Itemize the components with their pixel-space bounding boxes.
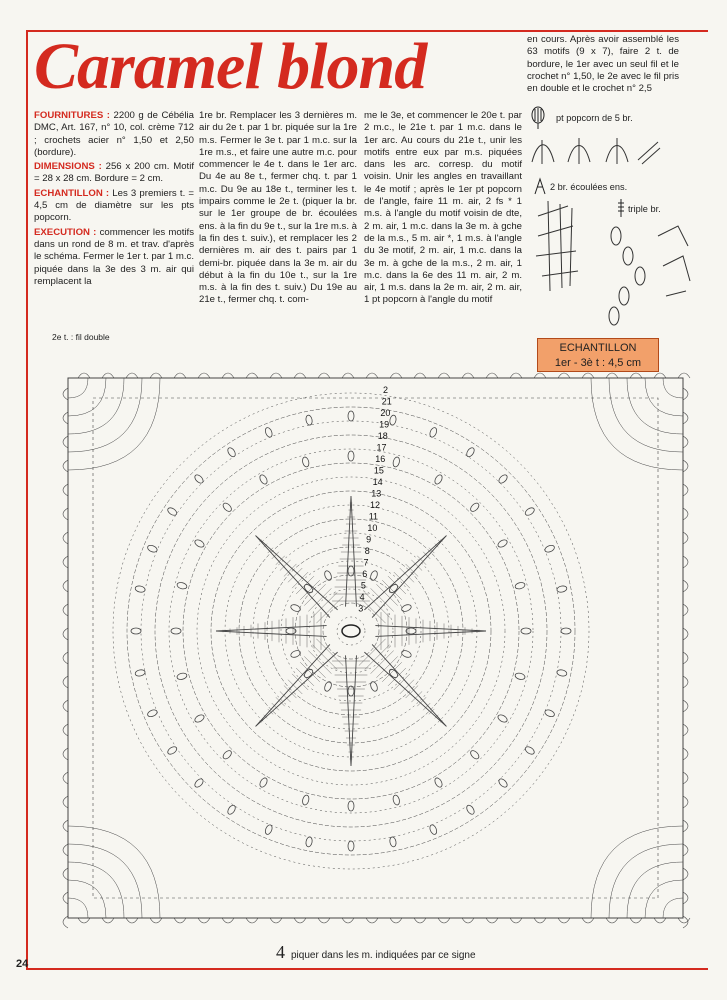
edge-picot: [63, 580, 68, 592]
popcorn-stitch: [497, 473, 508, 484]
edge-picot: [683, 484, 688, 496]
row-number: 10: [367, 523, 378, 533]
popcorn-stitch: [323, 570, 332, 582]
chart-bottom-note-text: piquer dans les m. indiquées par ce signe: [291, 950, 476, 961]
popcorn-stitch: [147, 544, 159, 553]
edge-picot: [246, 918, 258, 923]
popcorn-stitch: [222, 749, 233, 760]
dimensions-text: 256 x 200 cm. Motif = 28 x 28 cm. Bordure = 2 cm.: [34, 161, 194, 185]
popcorn-stitch: [389, 836, 397, 847]
edge-picot: [414, 918, 426, 923]
popcorn-stitch: [465, 446, 476, 458]
corner-chain-arc: [68, 862, 124, 918]
petal-stitch: [359, 639, 386, 666]
popcorn-stitch: [429, 824, 438, 836]
edge-picot: [683, 532, 688, 544]
popcorn-stitch: [286, 628, 296, 634]
round-ring: [225, 505, 477, 757]
edge-picot: [63, 700, 68, 712]
edge-picot: [63, 748, 68, 760]
row-number: 16: [375, 454, 386, 464]
dimensions-label: DIMENSIONS :: [34, 161, 102, 173]
edge-picot: [366, 373, 378, 378]
row-number: 21: [381, 396, 392, 407]
popcorn-stitch: [135, 585, 146, 593]
edge-picot: [683, 652, 688, 664]
popcorn-stitch: [561, 628, 571, 634]
corner-chain-arc: [663, 378, 683, 398]
popcorn-stitch: [524, 506, 536, 517]
stitch-diagram-icon: [528, 134, 663, 168]
edge-picot: [606, 373, 618, 378]
edge-picot: [63, 916, 68, 928]
edge-picot: [683, 436, 688, 448]
legend-triple: triple br.: [628, 204, 661, 214]
popcorn-stitch: [465, 804, 476, 816]
petal-stitch: [304, 656, 325, 677]
round-ring: [323, 603, 379, 659]
corner-chain-arc: [68, 898, 88, 918]
row-number: 20: [380, 408, 391, 418]
corner-chain-arc: [645, 880, 683, 918]
petal-stitch: [376, 584, 397, 605]
petal-stitch: [312, 645, 337, 670]
petal-stitch: [304, 584, 325, 605]
petal-stitch: [308, 651, 331, 674]
corner-chain-arc: [68, 378, 88, 398]
popcorn-stitch: [433, 474, 443, 486]
edge-picot: [63, 820, 68, 832]
edge-picot: [683, 460, 688, 472]
petal-stitch: [316, 639, 343, 666]
page-title: Caramel blond: [34, 30, 427, 103]
edge-picot: [63, 412, 68, 424]
popcorn-stitch: [429, 427, 438, 439]
popcorn-stitch: [323, 681, 332, 693]
popcorn-stitch: [348, 566, 354, 576]
round-ring: [253, 533, 449, 729]
popcorn-stitch: [258, 777, 268, 789]
edge-picot: [222, 373, 234, 378]
popcorn-stitch: [166, 506, 178, 517]
edge-picot: [78, 373, 90, 378]
edge-picot: [63, 604, 68, 616]
petal-stitch: [316, 596, 343, 623]
popcorn-stitch: [369, 570, 378, 582]
row-number: 4: [359, 592, 365, 602]
popcorn-stitch: [348, 841, 354, 851]
petal-stitch: [394, 674, 410, 690]
edge-picot: [63, 508, 68, 520]
edge-picot: [342, 373, 354, 378]
row-number: 19: [379, 419, 390, 430]
edge-picot: [63, 868, 68, 880]
edge-picot: [318, 373, 330, 378]
corner-chain-arc: [68, 378, 124, 434]
round-ring: [295, 575, 407, 687]
edge-picot: [63, 844, 68, 856]
petal-stitch: [284, 686, 296, 698]
edge-picot: [222, 918, 234, 923]
edge-picot: [63, 628, 68, 640]
popcorn-stitch: [497, 713, 509, 723]
edge-picot: [683, 748, 688, 760]
popcorn-stitch: [226, 446, 237, 458]
edge-picot: [683, 580, 688, 592]
page-number: 24: [16, 958, 29, 970]
popcorn-stitch: [303, 583, 314, 594]
popcorn-stitch: [302, 456, 310, 467]
round-ring: [127, 407, 575, 855]
edge-picot: [63, 724, 68, 736]
popcorn-symbol-icon: [530, 106, 546, 130]
popcorn-stitch: [348, 411, 354, 421]
popcorn-stitch: [348, 686, 354, 696]
row-number: 5: [360, 580, 366, 591]
popcorn-stitch: [135, 669, 146, 677]
round-ring: [281, 561, 421, 701]
edge-picot: [63, 772, 68, 784]
round-ring: [267, 547, 435, 715]
edge-picot: [683, 724, 688, 736]
edge-picot: [683, 844, 688, 856]
edge-picot: [654, 918, 666, 923]
petal-stitch: [394, 572, 410, 588]
petal-stitch: [292, 572, 308, 588]
popcorn-stitch: [514, 582, 525, 590]
corner-chain-arc: [68, 378, 106, 416]
popcorn-stitch: [305, 836, 313, 847]
petal-stitch: [312, 592, 337, 617]
popcorn-stitch: [401, 649, 413, 658]
popcorn-stitch: [222, 502, 233, 513]
chart-bottom-note: [276, 942, 476, 963]
corner-chain-arc: [591, 378, 683, 470]
popcorn-stitch: [193, 777, 204, 788]
popcorn-stitch: [194, 538, 206, 548]
row-number: 7: [363, 557, 369, 568]
edge-picot: [63, 892, 68, 904]
edge-picot: [390, 918, 402, 923]
popcorn-stitch: [348, 451, 354, 461]
edge-picot: [438, 918, 450, 923]
popcorn-stitch: [497, 777, 508, 788]
execution-text: commencer les motifs dans un rond de 8 m. et trav. d'après le schéma. Fermer le 1er t. par 1 m.c. piquée dans la 3e des 3 m. air qui remplacent la: [34, 226, 194, 287]
row-number: 18: [377, 431, 388, 441]
edge-picot: [150, 918, 162, 923]
popcorn-stitch: [369, 681, 378, 693]
row-number: 17: [376, 442, 387, 453]
star-petal: [346, 655, 357, 766]
popcorn-stitch: [302, 794, 310, 805]
edge-picot: [683, 892, 688, 904]
corner-chain-arc: [627, 378, 683, 434]
edge-picot: [683, 796, 688, 808]
center-ring: [342, 625, 360, 637]
popcorn-stitch: [544, 709, 556, 718]
edge-picot: [683, 700, 688, 712]
popcorn-stitch: [303, 668, 314, 679]
edge-picot: [683, 604, 688, 616]
edge-picot: [582, 373, 594, 378]
popcorn-stitch: [556, 585, 567, 593]
popcorn-stitch: [514, 672, 525, 680]
popcorn-stitch: [226, 804, 237, 816]
star-petal: [375, 626, 486, 637]
edge-picot: [510, 918, 522, 923]
edge-picot: [270, 918, 282, 923]
edge-picot: [558, 918, 570, 923]
edge-picot: [654, 373, 666, 378]
edge-picot: [63, 436, 68, 448]
edge-picot: [102, 918, 114, 923]
edge-picot: [198, 918, 210, 923]
corner-chain-arc: [591, 826, 683, 918]
corner-chain-arc: [68, 378, 160, 470]
edge-picot: [78, 918, 90, 923]
petal-stitch: [308, 588, 331, 611]
edge-picot: [63, 388, 68, 400]
popcorn-stitch: [290, 649, 302, 658]
popcorn-stitch: [258, 474, 268, 486]
row-number: 8: [364, 546, 370, 556]
edge-picot: [462, 373, 474, 378]
petal-stitch: [365, 592, 390, 617]
popcorn-stitch: [521, 628, 531, 634]
popcorn-stitch: [392, 794, 400, 805]
popcorn-stitch: [556, 669, 567, 677]
edge-picot: [390, 373, 402, 378]
edge-picot: [174, 918, 186, 923]
edge-picot: [630, 918, 642, 923]
edge-picot: [683, 628, 688, 640]
petal-stitch: [406, 686, 418, 698]
edge-picot: [63, 652, 68, 664]
petal-stitch: [292, 674, 308, 690]
petal-stitch: [371, 588, 394, 611]
popcorn-stitch: [388, 583, 399, 594]
edge-picot: [510, 373, 522, 378]
row-number: 2: [383, 385, 389, 395]
popcorn-stitch: [176, 672, 187, 680]
row-number: 13: [371, 488, 382, 499]
edge-picot: [683, 868, 688, 880]
edge-picot: [366, 918, 378, 923]
popcorn-stitch: [131, 628, 141, 634]
edge-picot: [63, 796, 68, 808]
star-petal: [346, 496, 357, 607]
round-ring: [239, 519, 463, 743]
popcorn-stitch: [469, 502, 480, 513]
round-ring: [197, 477, 505, 785]
row-number: 3: [358, 603, 364, 614]
edge-picot: [270, 373, 282, 378]
popcorn-stitch: [171, 628, 181, 634]
popcorn-stitch: [388, 668, 399, 679]
instructions-column-1: [34, 110, 194, 290]
petal-stitch: [382, 662, 402, 682]
edge-picot: [342, 918, 354, 923]
round-ring: [183, 463, 519, 799]
row-number: 9: [366, 534, 372, 545]
insertion-sign-icon: 4: [276, 942, 285, 962]
edge-picot: [198, 373, 210, 378]
instructions-column-4: en cours. Après avoir assemblé les 63 motifs (9 x 7), faire 2 t. de bordure, le 1er avec un seul fil et le crochet n° 1,50, le 2e avec le fil pris en double et le crochet n° 2,5: [527, 34, 679, 95]
edge-picot: [63, 484, 68, 496]
edge-picot: [683, 820, 688, 832]
corner-chain-arc: [68, 880, 106, 918]
petal-stitch: [300, 580, 320, 600]
fournitures-text: 2200 g de Cébélia DMC, Art. 167, n° 10, col. crème 712 ; crochets acier n° 1,50 et 2,50 (bordure).: [34, 110, 194, 158]
popcorn-stitch: [497, 538, 509, 548]
instructions-column-2: 1re br. Remplacer les 3 dernières m. air du 2e t. par 1 br. piquée sur la 1re m.s. Fermer le 3e t. par 1 m.c. sur la 1re m.s., et faire une autre m.c. pour commencer le 4e t. dans le 1er arc. Du 4e au 8e t., fermer chq. t. par 1 m.c. Du 9e au 18e t., terminer les t. impairs comme le 2e t. (piquer la br. sur le 1er groupe de br. écoulées ens. à la fin du 9e t., sur la 1re m.s. à la fin des t. suiv.), et remplacer les 2 dernières m. air des t. pairs par 1 demi-br. piquée dans la 3e m. air du début à la fin du 10e t., sur la 1re m.s. à la fin des t. suiv.) Du 19e au 21e t., fermer chq. t. com-: [199, 110, 357, 306]
popcorn-stitch: [469, 749, 480, 760]
popcorn-stitch: [166, 745, 178, 756]
edge-picot: [462, 918, 474, 923]
chart-top-note: 2e t. : fil double: [52, 332, 110, 342]
petal-stitch: [376, 656, 397, 677]
edge-picot: [63, 532, 68, 544]
echantillon-label: ECHANTILLON :: [34, 187, 110, 199]
edge-picot: [683, 412, 688, 424]
echantillon-text: Les 3 premiers t. = 4,5 cm de diamètre sur les pts popcorn.: [34, 187, 194, 224]
petal-stitch: [300, 662, 320, 682]
popcorn-stitch: [401, 603, 413, 612]
edge-picot: [683, 556, 688, 568]
edge-picot: [534, 373, 546, 378]
popcorn-stitch: [433, 777, 443, 789]
edge-picot: [102, 373, 114, 378]
edge-picot: [683, 676, 688, 688]
corner-chain-arc: [68, 826, 160, 918]
petal-stitch: [284, 564, 296, 576]
round-ring: [309, 589, 393, 673]
echantillon-box-title: ECHANTILLON: [559, 342, 637, 354]
edge-picot: [683, 772, 688, 784]
round-ring: [337, 617, 365, 645]
edge-picot: [582, 918, 594, 923]
row-number: 15: [373, 465, 384, 476]
row-number: 11: [368, 511, 379, 522]
legend-ecoulees: 2 br. écoulées ens.: [550, 182, 628, 192]
edge-picot: [606, 918, 618, 923]
row-number: 6: [362, 569, 368, 579]
popcorn-stitch: [176, 582, 187, 590]
stitch-joining-diagram-icon: [528, 196, 698, 336]
corner-chain-arc: [645, 378, 683, 416]
row-number: 14: [372, 477, 383, 487]
popcorn-stitch: [264, 824, 273, 836]
corner-chain-arc: [663, 898, 683, 918]
popcorn-stitch: [348, 801, 354, 811]
popcorn-stitch: [524, 745, 536, 756]
edge-picot: [150, 373, 162, 378]
edge-picot: [126, 373, 138, 378]
popcorn-stitch: [193, 473, 204, 484]
round-ring: [113, 393, 589, 869]
round-ring: [155, 435, 547, 827]
popcorn-stitch: [264, 427, 273, 439]
edge-picot: [534, 918, 546, 923]
popcorn-stitch: [194, 713, 206, 723]
edge-picot: [630, 373, 642, 378]
legend-popcorn: pt popcorn de 5 br.: [556, 113, 633, 123]
edge-picot: [486, 918, 498, 923]
popcorn-stitch: [290, 603, 302, 612]
edge-picot: [318, 918, 330, 923]
echantillon-box-size: 1er - 3è t : 4,5 cm: [554, 357, 642, 369]
edge-picot: [174, 373, 186, 378]
edge-picot: [414, 373, 426, 378]
star-petal: [216, 626, 327, 637]
edge-picot: [63, 676, 68, 688]
round-ring: [141, 421, 561, 841]
petal-stitch: [365, 645, 390, 670]
edge-picot: [558, 373, 570, 378]
edge-picot: [438, 373, 450, 378]
edge-picot: [126, 918, 138, 923]
execution-label: EXECUTION :: [34, 226, 97, 238]
edge-picot: [246, 373, 258, 378]
edge-picot: [678, 373, 690, 378]
crochet-chart: [58, 353, 698, 938]
petal-stitch: [406, 564, 418, 576]
corner-chain-arc: [627, 862, 683, 918]
popcorn-stitch: [544, 544, 556, 553]
edge-picot: [294, 373, 306, 378]
edge-picot: [486, 373, 498, 378]
popcorn-stitch: [305, 415, 313, 426]
row-number: 12: [370, 500, 381, 510]
edge-picot: [683, 388, 688, 400]
edge-picot: [294, 918, 306, 923]
instructions-column-3: me le 3e, et commencer le 20e t. par 2 m.c., le 21e t. par 1 m.c. dans le 1er arc. Au cours du 21e t., unir les motifs entre eux par m.s. piquées dans les arc. corresp. du motif voisin. Unir les angles en travaillant le 4e motif ; après le 1er pt popcorn de l'angle, faire 11 m. air, 2 fs * 1 m.s. à l'angle du motif voisin de dte, 2 m. air, 1 m.c. dans la 3e m. à gche de la m.s., 5 m. air *, 1 m.s. à l'angle du 3e motif, 2 m. air, 1 m.c. dans la 3e m. à gche de la m.s., 2 m. air, 1 m.c. dans la 6e des 11 m. air, 2 m. air, 1 m.s. dans la 2e m. air, 2 m. air, 1 pt popcorn à l'angle du motif: [364, 110, 522, 306]
edge-picot: [683, 508, 688, 520]
fournitures-label: FOURNITURES :: [34, 110, 111, 121]
edge-picot: [63, 556, 68, 568]
popcorn-stitch: [392, 456, 400, 467]
double-crochet-together-icon: [532, 176, 548, 196]
petal-stitch: [371, 651, 394, 674]
popcorn-stitch: [406, 628, 416, 634]
petal-stitch: [382, 580, 402, 600]
edge-picot: [683, 916, 688, 928]
edge-picot: [63, 460, 68, 472]
popcorn-stitch: [147, 709, 159, 718]
